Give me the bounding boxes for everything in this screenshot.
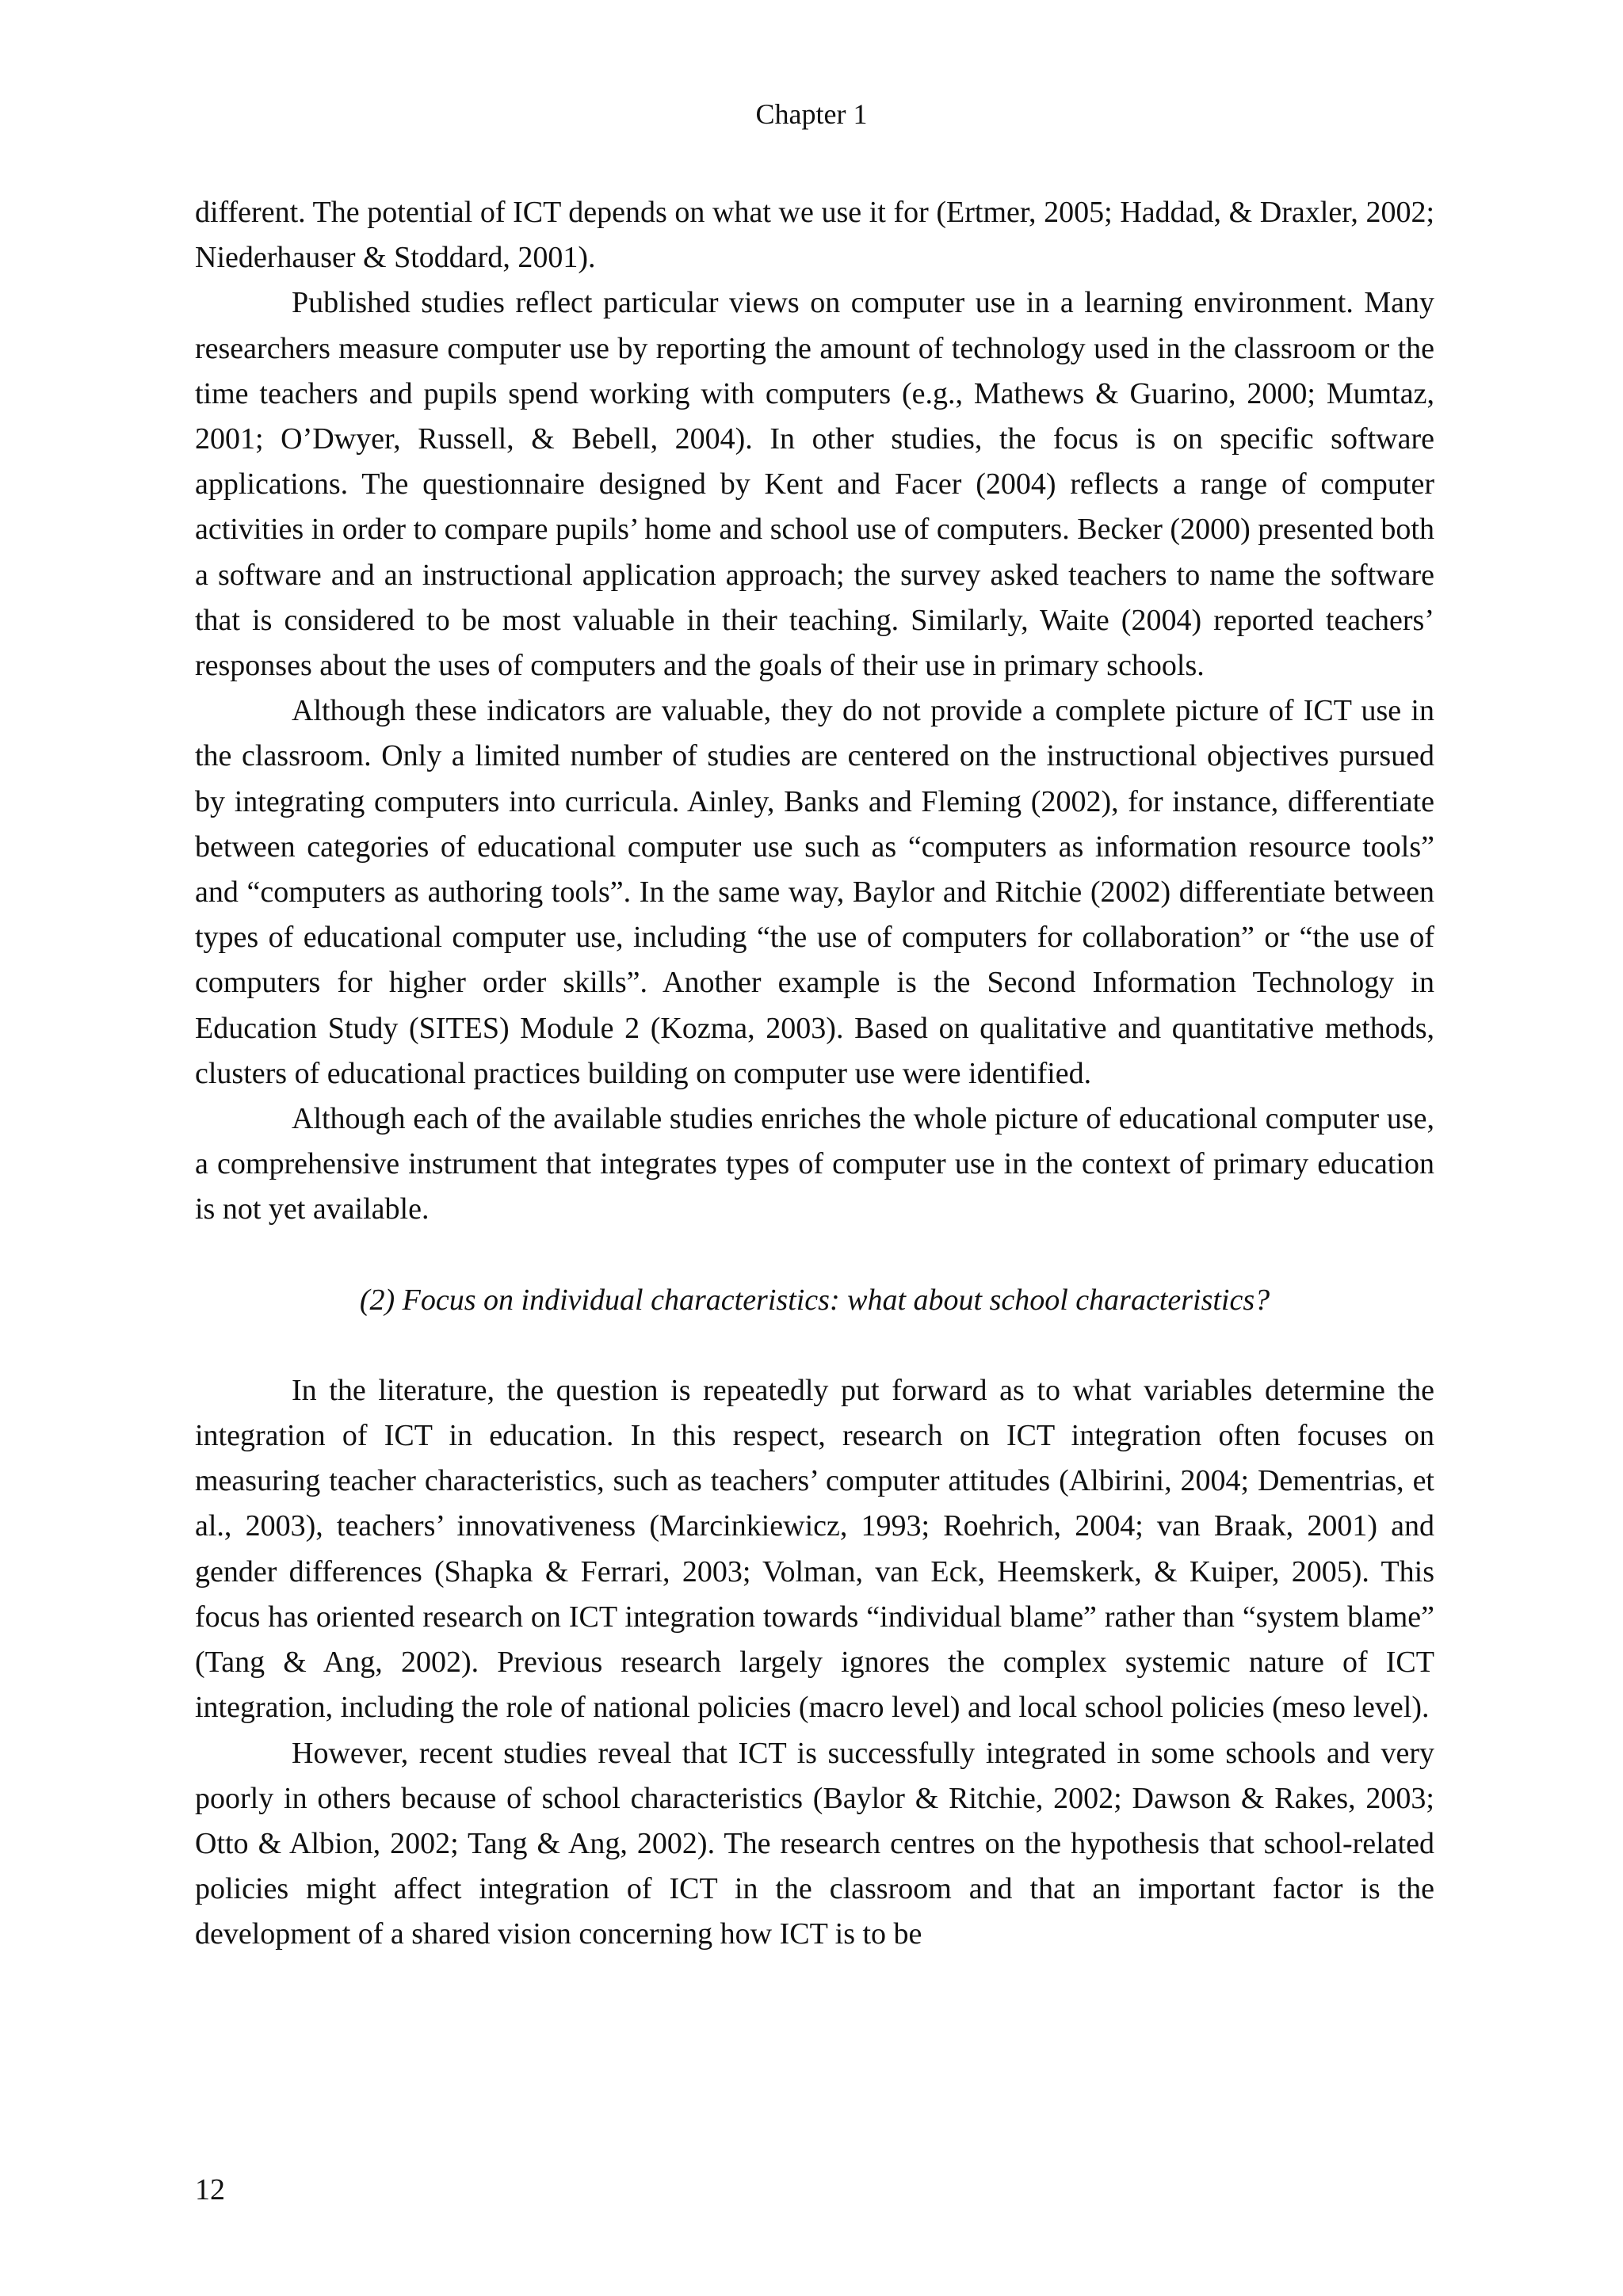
page-number: 12 (195, 2173, 225, 2206)
paragraph-published-studies: Published studies reflect particular views on computer use in a learning environment. Many researchers measure computer use by reporting the amount of technology used in the classroom or the time teachers and pupils spend working with computers (e.g., Mathews & Guarino, 2000; Mumtaz, 2001; O’Dwyer, Russell, & Bebell, 2004). In other studies, the focus is on specific software applications. The questionnaire designed by Kent and Facer (2004) reflects a range of computer activities in order to compare pupils’ home and school use of computers. Becker (2000) presented both a software and an instructional application approach; the survey asked teachers to name the software that is considered to be most valuable in their teaching. Similarly, Waite (2004) reported teachers’ responses about the uses of computers and the goals of their use in primary schools. (195, 286, 1434, 683)
running-head: Chapter 1 (755, 98, 868, 130)
paragraph-recent-studies: However, recent studies reveal that ICT is successfully integrated in some schools and very poorly in others because of school characteristics (Baylor & Ritchie, 2002; Dawson & Rakes, 2003; Otto & Albion, 2002; Tang & Ang, 2002). The research centres on the hypothesis that school-related policies might affect integration of ICT in the classroom and that an important factor is the development of a shared vision concerning how ICT is to be (195, 1736, 1434, 1951)
paragraph-indicators: Although these indicators are valuable, they do not provide a complete picture of ICT use in the classroom. Only a limited number of studies are centered on the instructional objectives pursued by integrating computers into curricula. Ainley, Banks and Fleming (2002), for instance, differentiate between categories of educational computer use such as “computers as information resource tools” and “computers as authoring tools”. In the same way, Baylor and Ritchie (2002) differentiate between types of educational computer use, including “the use of computers for collaboration” or “the use of computers for higher order skills”. Another example is the Second Information Technology in Education Study (SITES) Module 2 (Kozma, 2003). Based on qualitative and quantitative methods, clusters of educational practices building on computer use were identified. (195, 694, 1434, 1090)
paragraph-continuation: different. The potential of ICT depends on what we use it for (Ertmer, 2005; Haddad, & Draxler, 2002; Niederhauser & Stoddard, 2001). (195, 196, 1434, 275)
paragraph-literature: In the literature, the question is repeatedly put forward as to what variables determine the integration of ICT in education. In this respect, research on ICT integration often focuses on measuring teacher characteristics, such as teachers’ computer attitudes (Albirini, 2004; Dementrias, et al., 2003), teachers’ innovativeness (Marcinkiewicz, 1993; Roehrich, 2004; van Braak, 2001) and gender differences (Shapka & Ferrari, 2003; Volman, van Eck, Heemskerk, & Kuiper, 2005). This focus has oriented research on ICT integration towards “individual blame” rather than “system blame” (Tang & Ang, 2002). Previous research largely ignores the complex systemic nature of ICT integration, including the role of national policies (macro level) and local school policies (meso level). (195, 1373, 1434, 1725)
section-heading: (2) Focus on individual characteristics: what about school characteristics? (359, 1283, 1270, 1317)
page-body (195, 190, 1434, 1958)
paragraph-available-studies: Although each of the available studies enriches the whole picture of educational computer use, a comprehensive instrument that integrates types of computer use in the context of primary education is not yet available. (195, 1102, 1434, 1226)
